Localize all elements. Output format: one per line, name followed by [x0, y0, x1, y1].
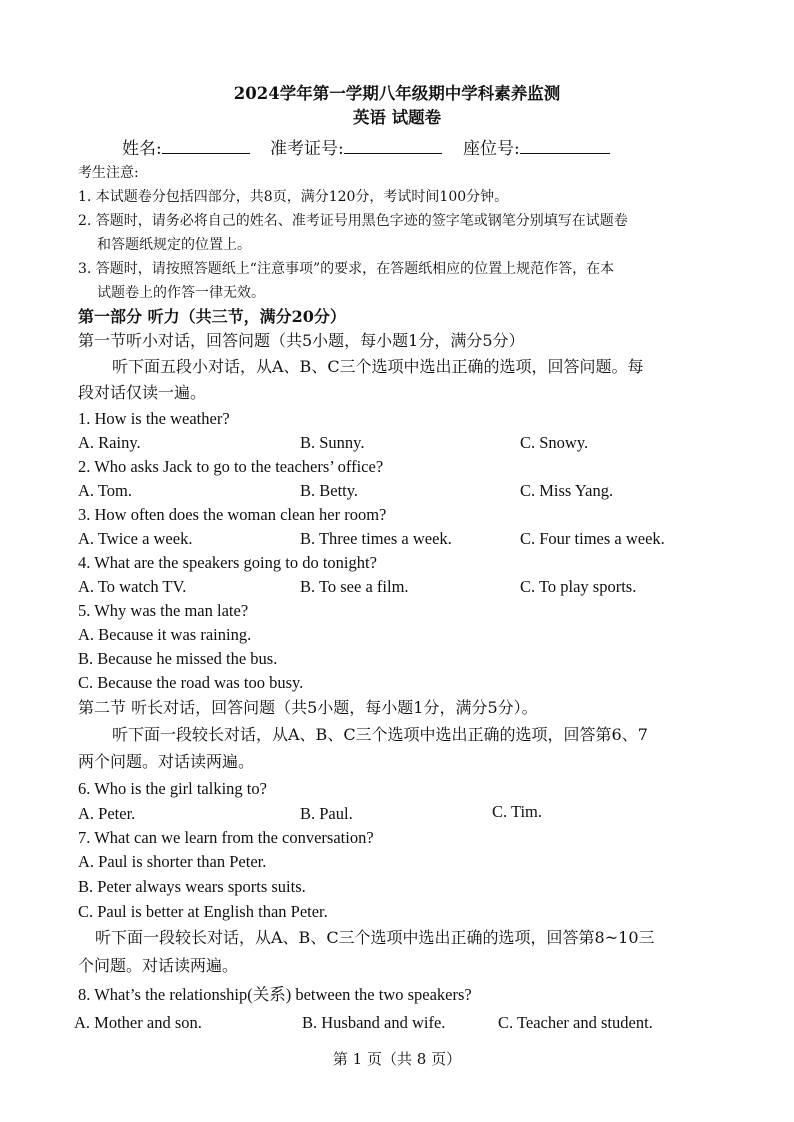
notice-item: 2. 答题时，请务必将自己的姓名、准考证号用黑色字迹的签字笔或钢笔分别填写在试题卷 — [78, 213, 628, 229]
seat-number-label: 座位号: — [463, 139, 520, 159]
seat-number-blank[interactable] — [520, 137, 610, 154]
notice-item: 试题卷上的作答一律无效。 — [97, 285, 265, 301]
option-a: A. Mother and son. — [74, 1013, 202, 1032]
exam-subtitle: 英语 试题卷 — [352, 108, 442, 127]
option-b: B. Paul. — [300, 804, 353, 823]
exam-title: 2024学年第一学期八年级期中学科素养监测 — [233, 84, 561, 103]
option-c: C. Snowy. — [520, 433, 589, 452]
option-a: A. Peter. — [78, 804, 136, 823]
section2-instruction: 听下面一段较长对话，从A、B、C三个选项中选出正确的选项，回答第6、7 — [112, 725, 648, 744]
part1-heading: 第一部分 听力（共三节，满分20分） — [78, 307, 346, 326]
question-stem: 3. How often does the woman clean her room? — [78, 505, 387, 524]
option-b: B. Because he missed the bus. — [78, 649, 278, 668]
option-c: C. To play sports. — [520, 577, 637, 596]
section2-instruction: 两个问题。对话读两遍。 — [78, 752, 255, 771]
option-a: A. Because it was raining. — [78, 625, 252, 644]
page-number: 第 1 页（共 8 页） — [332, 1050, 462, 1068]
name-field — [122, 137, 250, 160]
name-blank[interactable] — [162, 137, 250, 154]
option-b: B. Betty. — [300, 481, 359, 500]
option-c: C. Four times a week. — [520, 529, 665, 548]
option-c: C. Miss Yang. — [520, 481, 614, 500]
exam-number-field — [270, 137, 442, 160]
option-b: B. Sunny. — [300, 433, 365, 452]
option-c: C. Tim. — [492, 802, 542, 821]
option-a: A. Rainy. — [78, 433, 141, 452]
option-a: A. Paul is shorter than Peter. — [78, 852, 267, 871]
option-a: A. To watch TV. — [78, 577, 187, 596]
option-c: C. Teacher and student. — [498, 1013, 653, 1032]
option-c: C. Paul is better at English than Peter. — [78, 902, 328, 921]
question-stem: 4. What are the speakers going to do tonight? — [78, 553, 377, 572]
question-stem: 7. What can we learn from the conversation? — [78, 828, 374, 847]
option-a: A. Twice a week. — [78, 529, 193, 548]
question-stem: 6. Who is the girl talking to? — [78, 779, 267, 798]
exam-number-label: 准考证号: — [270, 139, 344, 159]
section1-heading: 第一节听小对话，回答问题（共5小题，每小题1分，满分5分） — [78, 331, 525, 350]
option-a: A. Tom. — [78, 481, 133, 500]
seat-number-field — [463, 137, 610, 160]
question-stem: 5. Why was the man late? — [78, 601, 249, 620]
option-c: C. Because the road was too busy. — [78, 673, 304, 692]
option-b: B. Peter always wears sports suits. — [78, 877, 306, 896]
question-stem: 8. What’s the relationship(关系) between the two speakers? — [78, 985, 472, 1004]
section2-heading: 第二节 听长对话，回答问题（共5小题，每小题1分，满分5分）。 — [78, 698, 538, 717]
notice-item: 和答题纸规定的位置上。 — [97, 237, 251, 253]
option-b: B. To see a film. — [300, 577, 409, 596]
section1-instruction: 段对话仅读一遍。 — [78, 383, 207, 402]
question-stem: 1. How is the weather? — [78, 409, 230, 428]
option-b: B. Three times a week. — [300, 529, 452, 548]
notice-heading: 考生注意: — [78, 165, 139, 181]
question-stem: 2. Who asks Jack to go to the teachers’ office? — [78, 457, 384, 476]
option-b: B. Husband and wife. — [302, 1013, 446, 1032]
section2-instruction: 个问题。对话读两遍。 — [78, 956, 239, 975]
notice-item: 1. 本试题卷分包括四部分，共8页，满分120分，考试时间100分钟。 — [78, 189, 509, 205]
notice-item: 3. 答题时，请按照答题纸上“注意事项”的要求，在答题纸相应的位置上规范作答，在本 — [78, 261, 615, 277]
exam-number-blank[interactable] — [344, 137, 442, 154]
name-label: 姓名: — [122, 139, 162, 159]
section2-instruction: 听下面一段较长对话，从A、B、C三个选项中选出正确的选项，回答第8~10三 — [95, 928, 655, 947]
section1-instruction: 听下面五段小对话，从A、B、C三个选项中选出正确的选项，回答问题。每 — [112, 357, 644, 376]
